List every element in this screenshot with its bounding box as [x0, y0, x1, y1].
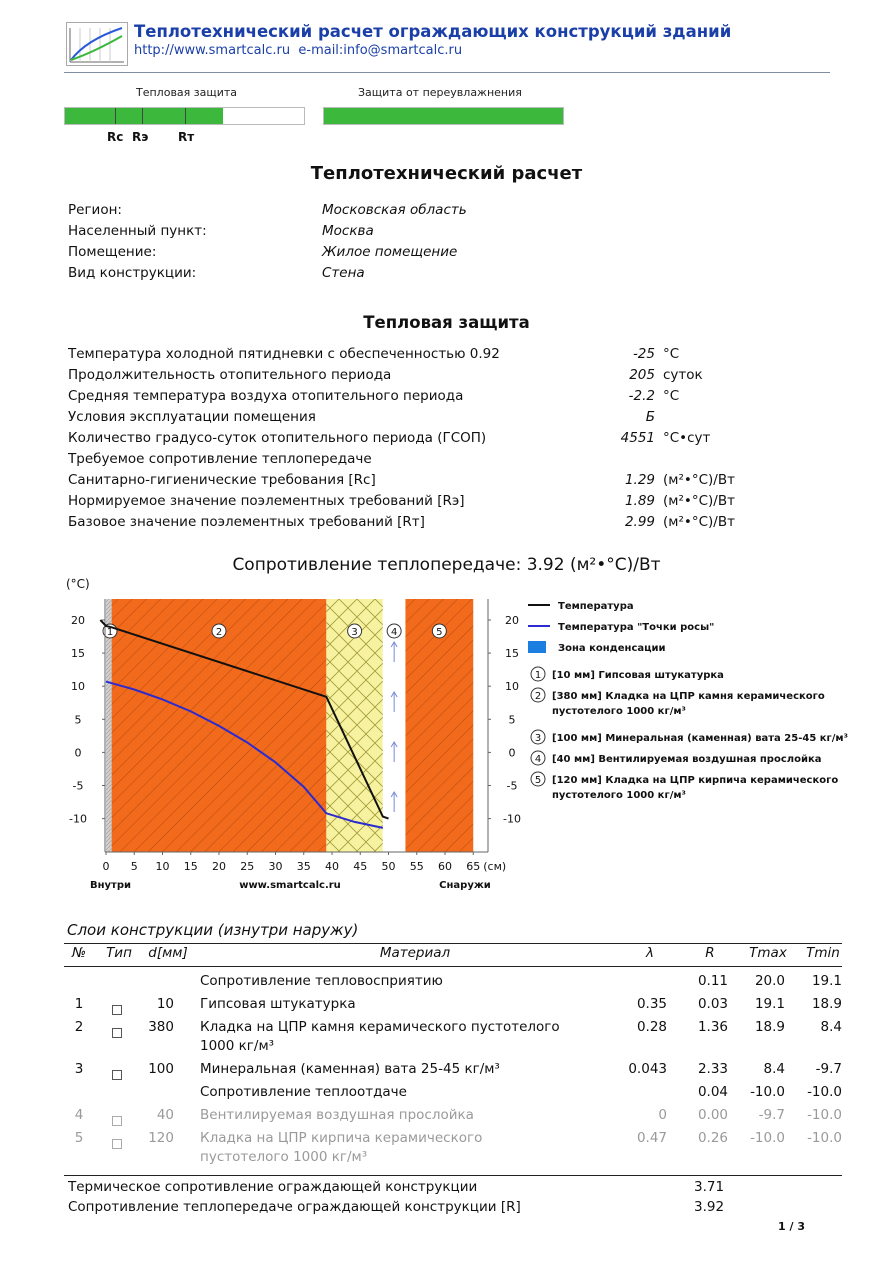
row-material: Гипсовая штукатурка	[200, 996, 356, 1012]
header-url[interactable]: http://www.smartcalc.ru	[134, 43, 291, 58]
param-label: Количество градусо-суток отопительного периода (ГСОП)	[68, 430, 487, 446]
x-tick-label: 0	[102, 860, 110, 873]
table-row	[0, 1107, 893, 1127]
table-header-rule	[64, 966, 842, 967]
row-tmax: -10.0	[750, 1084, 785, 1100]
row-tmin: 8.4	[820, 1019, 842, 1035]
legend-text: Температура "Точки росы"	[558, 622, 715, 633]
info-label: Населенный пункт:	[68, 223, 207, 239]
total-value: 3.92	[694, 1199, 725, 1215]
layer-3-number: 3	[351, 627, 358, 638]
y-tick-label-left: 20	[71, 614, 85, 627]
row-tmin: -10.0	[807, 1107, 842, 1123]
x-tick-label: 55	[409, 860, 424, 873]
row-thickness: 120	[148, 1130, 174, 1146]
table-row	[0, 973, 893, 993]
x-tick-label: 15	[183, 860, 198, 873]
layer-2-number: 2	[215, 627, 223, 638]
legend-text: [120 мм] Кладка на ЦПР кирпича керамического	[552, 775, 839, 786]
y-tick-label-right: 5	[508, 713, 516, 727]
row-tmin: -9.7	[815, 1061, 842, 1077]
row-r: 2.33	[697, 1061, 728, 1077]
legend-layer-number: 3	[534, 733, 542, 744]
legend-text: [10 мм] Гипсовая штукатурка	[552, 670, 724, 681]
x-tick-label: 20	[212, 860, 226, 873]
param-label: Санитарно-гигиенические требования [Rc]	[68, 472, 376, 488]
param-unit: °С	[663, 346, 680, 362]
total-label: Термическое сопротивление ограждающей конструкции	[68, 1179, 478, 1195]
page-number: 1 / 3	[778, 1220, 805, 1233]
param-value: 1.89	[624, 493, 655, 509]
row-material: Сопротивление тепловосприятию	[200, 973, 443, 989]
x-label-inside: Внутри	[90, 880, 132, 891]
marker-rc: Rc	[107, 130, 124, 144]
row-thickness: 40	[156, 1107, 174, 1123]
row-num: 2	[74, 1019, 84, 1035]
row-material: Сопротивление теплоотдаче	[200, 1084, 407, 1100]
moisture-bar-label: Защита от переувлажнения	[358, 86, 522, 99]
row-material: Кладка на ЦПР кирпича керамического	[200, 1130, 483, 1146]
col-header-num: №	[71, 945, 87, 961]
param-label: Нормируемое значение поэлементных требований [Rэ]	[68, 493, 465, 509]
row-tmin: 18.9	[811, 996, 842, 1012]
param-unit: (м²•°С)/Вт	[663, 472, 735, 488]
param-unit: (м²•°С)/Вт	[663, 514, 735, 530]
row-num: 1	[74, 996, 84, 1012]
row-tmin: -10.0	[807, 1084, 842, 1100]
y-tick-label-left: 0	[74, 746, 82, 760]
table-bottom-rule	[64, 1175, 842, 1176]
table-row	[0, 1061, 893, 1081]
param-value: -2.2	[628, 388, 655, 404]
table-row	[0, 1019, 893, 1054]
y-tick-label-right: 20	[505, 614, 519, 627]
legend-text: [100 мм] Минеральная (каменная) вата 25-45 кг/м³	[552, 733, 848, 744]
param-value: 2.99	[624, 514, 655, 530]
x-tick-label: 5	[130, 860, 138, 873]
row-material: Вентилируемая воздушная прослойка	[200, 1107, 474, 1123]
y-tick-label-right: 0	[508, 746, 516, 760]
layer-checkbox[interactable]	[112, 1064, 122, 1083]
col-header-tmin: Tmin	[806, 945, 840, 961]
row-tmax: -9.7	[758, 1107, 785, 1123]
col-header-material: Материал	[379, 945, 451, 961]
x-tick-label: 65	[466, 860, 481, 873]
row-tmax: -10.0	[750, 1130, 785, 1146]
param-label: Средняя температура воздуха отопительного периода	[68, 388, 464, 404]
row-material-line2: 1000 кг/м³	[200, 1038, 275, 1054]
col-header-r: R	[705, 945, 715, 961]
layer-checkbox[interactable]	[112, 999, 122, 1018]
x-tick-label: 35	[296, 860, 311, 873]
layer-checkbox[interactable]	[112, 1133, 122, 1152]
y-tick-label-right: 10	[505, 680, 519, 694]
row-material: Кладка на ЦПР камня керамического пустотелого	[200, 1019, 560, 1035]
legend-text: [40 мм] Вентилируемая воздушная прослойка	[552, 754, 822, 765]
legend-text: Зона конденсации	[558, 643, 666, 654]
info-label: Регион:	[68, 202, 122, 218]
legend-text: [380 мм] Кладка на ЦПР камня керамического	[552, 691, 825, 702]
row-num: 4	[74, 1107, 84, 1123]
x-tick-label: 40	[325, 860, 339, 873]
info-label: Вид конструкции:	[68, 265, 197, 281]
param-unit: °С	[663, 388, 680, 404]
col-header-tmax: Tmax	[749, 945, 787, 961]
legend-layer-number: 1	[534, 670, 542, 681]
col-header-lambda: λ	[646, 945, 654, 961]
y-tick-label-right: -10	[503, 812, 521, 826]
thermal-bar-label: Тепловая защита	[136, 86, 238, 99]
row-tmax: 18.9	[754, 1019, 785, 1035]
legend-layer-number: 5	[534, 775, 542, 786]
row-tmax: 8.4	[763, 1061, 785, 1077]
row-lambda: 0	[658, 1107, 667, 1123]
layer-5-number: 5	[436, 627, 443, 638]
header-divider	[64, 72, 830, 73]
col-header-type: Тип	[106, 945, 132, 961]
row-lambda: 0.28	[636, 1019, 667, 1035]
param-label: Продолжительность отопительного периода	[68, 367, 392, 383]
param-value: -25	[632, 346, 655, 362]
chart-title: Сопротивление теплопередаче: 3.92 (м²•°С)/Вт	[232, 555, 661, 575]
legend-layer-number: 4	[534, 754, 542, 765]
x-tick-label: 25	[240, 860, 255, 873]
row-material-line2: пустотелого 1000 кг/м³	[200, 1149, 368, 1165]
row-thickness: 10	[156, 996, 174, 1012]
marker-re: Rэ	[132, 130, 149, 144]
layer-4-number: 4	[390, 627, 398, 638]
param-unit: °С•сут	[663, 430, 711, 446]
y-tick-label-right: 15	[505, 647, 519, 661]
temperature-chart	[60, 572, 850, 894]
y-tick-label-left: 5	[74, 713, 82, 727]
legend-layer-number: 2	[534, 691, 542, 702]
info-label: Помещение:	[68, 244, 157, 260]
y-tick-label-left: 10	[71, 680, 85, 694]
row-lambda: 0.043	[628, 1061, 667, 1077]
header-email[interactable]: e-mail:info@smartcalc.ru	[298, 43, 463, 58]
row-material: Минеральная (каменная) вата 25-45 кг/м³	[200, 1061, 500, 1077]
x-tick-label: 45	[353, 860, 368, 873]
param-label: Требуемое сопротивление теплопередаче	[68, 451, 372, 467]
param-label: Температура холодной пятидневки с обеспеченностью 0.92	[68, 346, 500, 362]
param-value: 1.29	[624, 472, 655, 488]
row-tmax: 19.1	[754, 996, 785, 1012]
smartcalc-logo	[66, 22, 128, 66]
total-label: Сопротивление теплопередаче ограждающей конструкции [R]	[68, 1199, 521, 1215]
param-value: 205	[629, 367, 655, 383]
row-r: 0.26	[697, 1130, 728, 1146]
y-tick-label-right: -5	[506, 779, 518, 793]
legend-text: Температура	[558, 601, 634, 612]
x-tick-label: 60	[438, 860, 452, 873]
info-value: Жилое помещение	[322, 244, 458, 260]
x-label-outside: Снаружи	[439, 880, 491, 891]
layer-checkbox[interactable]	[112, 1022, 122, 1041]
row-r: 0.04	[697, 1084, 728, 1100]
page-title: Теплотехнический расчет	[310, 163, 583, 184]
row-r: 1.36	[697, 1019, 728, 1035]
header-title: Теплотехнический расчет ограждающих конструкций зданий	[134, 22, 732, 41]
x-tick-label: 50	[381, 860, 396, 873]
layer-1-number: 1	[106, 627, 114, 638]
param-label: Условия эксплуатации помещения	[68, 409, 316, 425]
thermal-bar-fill	[65, 108, 223, 124]
thermal-section-title: Тепловая защита	[363, 313, 530, 332]
table-top-rule	[64, 943, 842, 944]
row-r: 0.03	[697, 996, 728, 1012]
row-tmin: -10.0	[807, 1130, 842, 1146]
info-value: Москва	[322, 223, 374, 239]
total-value: 3.71	[694, 1179, 725, 1195]
table-row	[0, 1130, 893, 1165]
y-tick-label-left: -10	[69, 812, 87, 826]
x-label-website: www.smartcalc.ru	[239, 880, 341, 891]
row-lambda: 0.35	[636, 996, 667, 1012]
moisture-bar-fill	[324, 108, 563, 124]
legend-swatch-condensation	[528, 641, 546, 653]
header-contacts	[134, 43, 462, 58]
legend-text-line2: пустотелого 1000 кг/м³	[552, 706, 686, 717]
row-num: 3	[74, 1061, 84, 1077]
y-tick-label-left: -5	[72, 779, 84, 793]
row-num: 5	[74, 1130, 84, 1146]
layer-checkbox[interactable]	[112, 1110, 122, 1129]
param-unit: суток	[663, 367, 703, 383]
row-thickness: 380	[148, 1019, 174, 1035]
thermal-protection-bar	[64, 107, 305, 125]
marker-rt: Rт	[178, 130, 195, 144]
moisture-protection-bar	[323, 107, 564, 125]
col-header-d: d[мм]	[148, 945, 188, 961]
param-label: Базовое значение поэлементных требований [Rт]	[68, 514, 425, 530]
x-axis-label: (см)	[483, 860, 507, 873]
param-value: 4551	[620, 430, 655, 446]
param-value: Б	[645, 409, 655, 425]
y-tick-label-left: 15	[71, 647, 85, 661]
row-lambda: 0.47	[636, 1130, 667, 1146]
row-thickness: 100	[148, 1061, 174, 1077]
row-tmin: 19.1	[811, 973, 842, 989]
row-tmax: 20.0	[754, 973, 785, 989]
x-tick-label: 30	[268, 860, 283, 873]
layers-table-title: Слои конструкции (изнутри наружу)	[67, 921, 359, 939]
legend-text-line2: пустотелого 1000 кг/м³	[552, 790, 686, 801]
table-row	[0, 996, 893, 1016]
param-unit: (м²•°С)/Вт	[663, 493, 735, 509]
x-tick-label: 10	[155, 860, 170, 873]
info-value: Стена	[322, 265, 365, 281]
table-row	[0, 1084, 893, 1104]
row-r: 0.00	[697, 1107, 728, 1123]
row-r: 0.11	[697, 973, 728, 989]
info-value: Московская область	[322, 202, 467, 218]
y-axis-label: (°С)	[66, 577, 90, 591]
